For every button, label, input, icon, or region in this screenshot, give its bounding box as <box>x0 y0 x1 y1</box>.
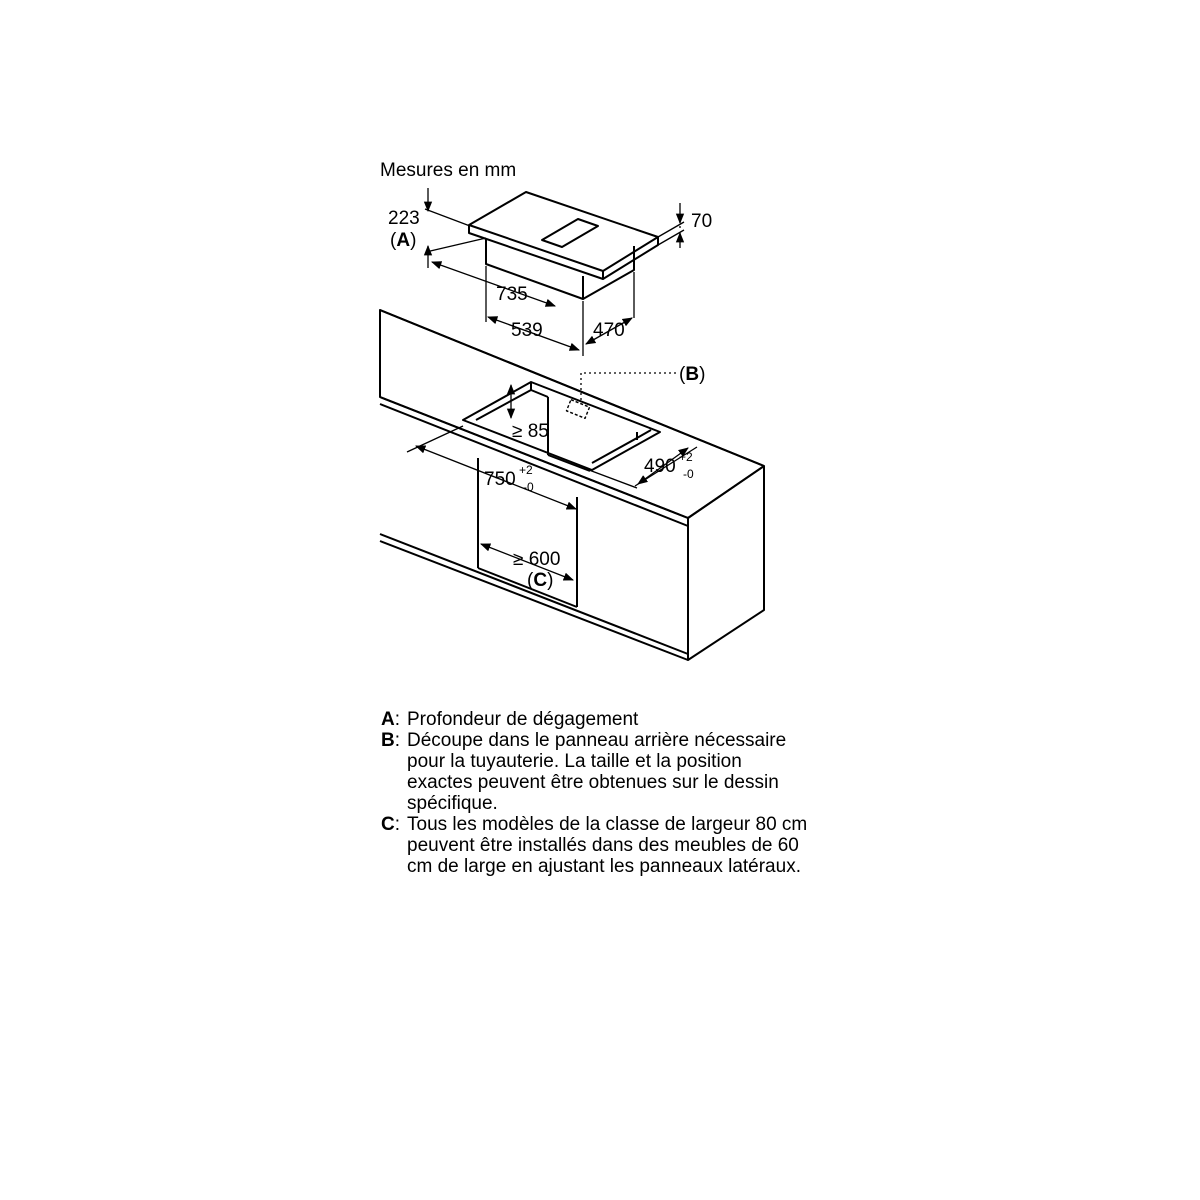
legend <box>381 709 811 877</box>
cabinet-tag: (C) <box>527 570 554 591</box>
clearance-depth-value: 223 <box>388 208 420 229</box>
legend-item-c: C: Tous les modèles de la classe de largeur 80 cm peuvent être installés dans des meubles de 60 cm de large en ajustant les panneaux latéraux. <box>381 814 811 877</box>
hob-inner-depth-value: 539 <box>511 320 543 341</box>
worktop-cabinet-drawing <box>380 310 764 660</box>
back-panel-tag: (B) <box>679 364 706 385</box>
min-edge-distance-value: ≥ 85 <box>512 421 549 442</box>
cutout-depth-tol-plus: +2 <box>679 450 693 464</box>
cabinet-min-width-value: ≥ 600 <box>513 549 561 570</box>
clearance-depth-tag: (A) <box>390 230 417 251</box>
units-label: Mesures en mm <box>380 160 517 181</box>
cutout-width-tol-plus: +2 <box>519 463 533 477</box>
legend-item-b: B: Découpe dans le panneau arrière nécessaire pour la tuyauterie. La taille et la position exactes peuvent être obtenues sur le dessin spécifique. <box>381 730 811 814</box>
hob-depth-value: 470 <box>593 320 625 341</box>
legend-text: Profondeur de dégagement <box>407 709 639 730</box>
hob-width-value: 735 <box>496 284 528 305</box>
legend-key: C <box>381 814 395 835</box>
legend-key: A <box>381 709 395 730</box>
cutout-depth-tol-minus: -0 <box>683 467 694 481</box>
cutout-depth-value: 490 <box>644 456 676 477</box>
legend-text: Découpe dans le panneau arrière nécessaire pour la tuyauterie. La taille et la position exactes peuvent être obtenues sur le dessin spécifique. <box>407 730 787 814</box>
legend-item-a: A: Profondeur de dégagement <box>381 709 811 730</box>
cutout-width-tol-minus: -0 <box>523 480 534 494</box>
cutout-width-value: 750 <box>484 469 516 490</box>
hob-glass-top <box>469 192 658 271</box>
legend-text: Tous les modèles de la classe de largeur 80 cm peuvent être installés dans des meubles de 60 cm de large en ajustant les panneaux latéraux. <box>407 814 808 877</box>
thickness-value: 70 <box>691 211 713 232</box>
hob-drawing <box>469 192 658 299</box>
legend-key: B <box>381 730 395 751</box>
